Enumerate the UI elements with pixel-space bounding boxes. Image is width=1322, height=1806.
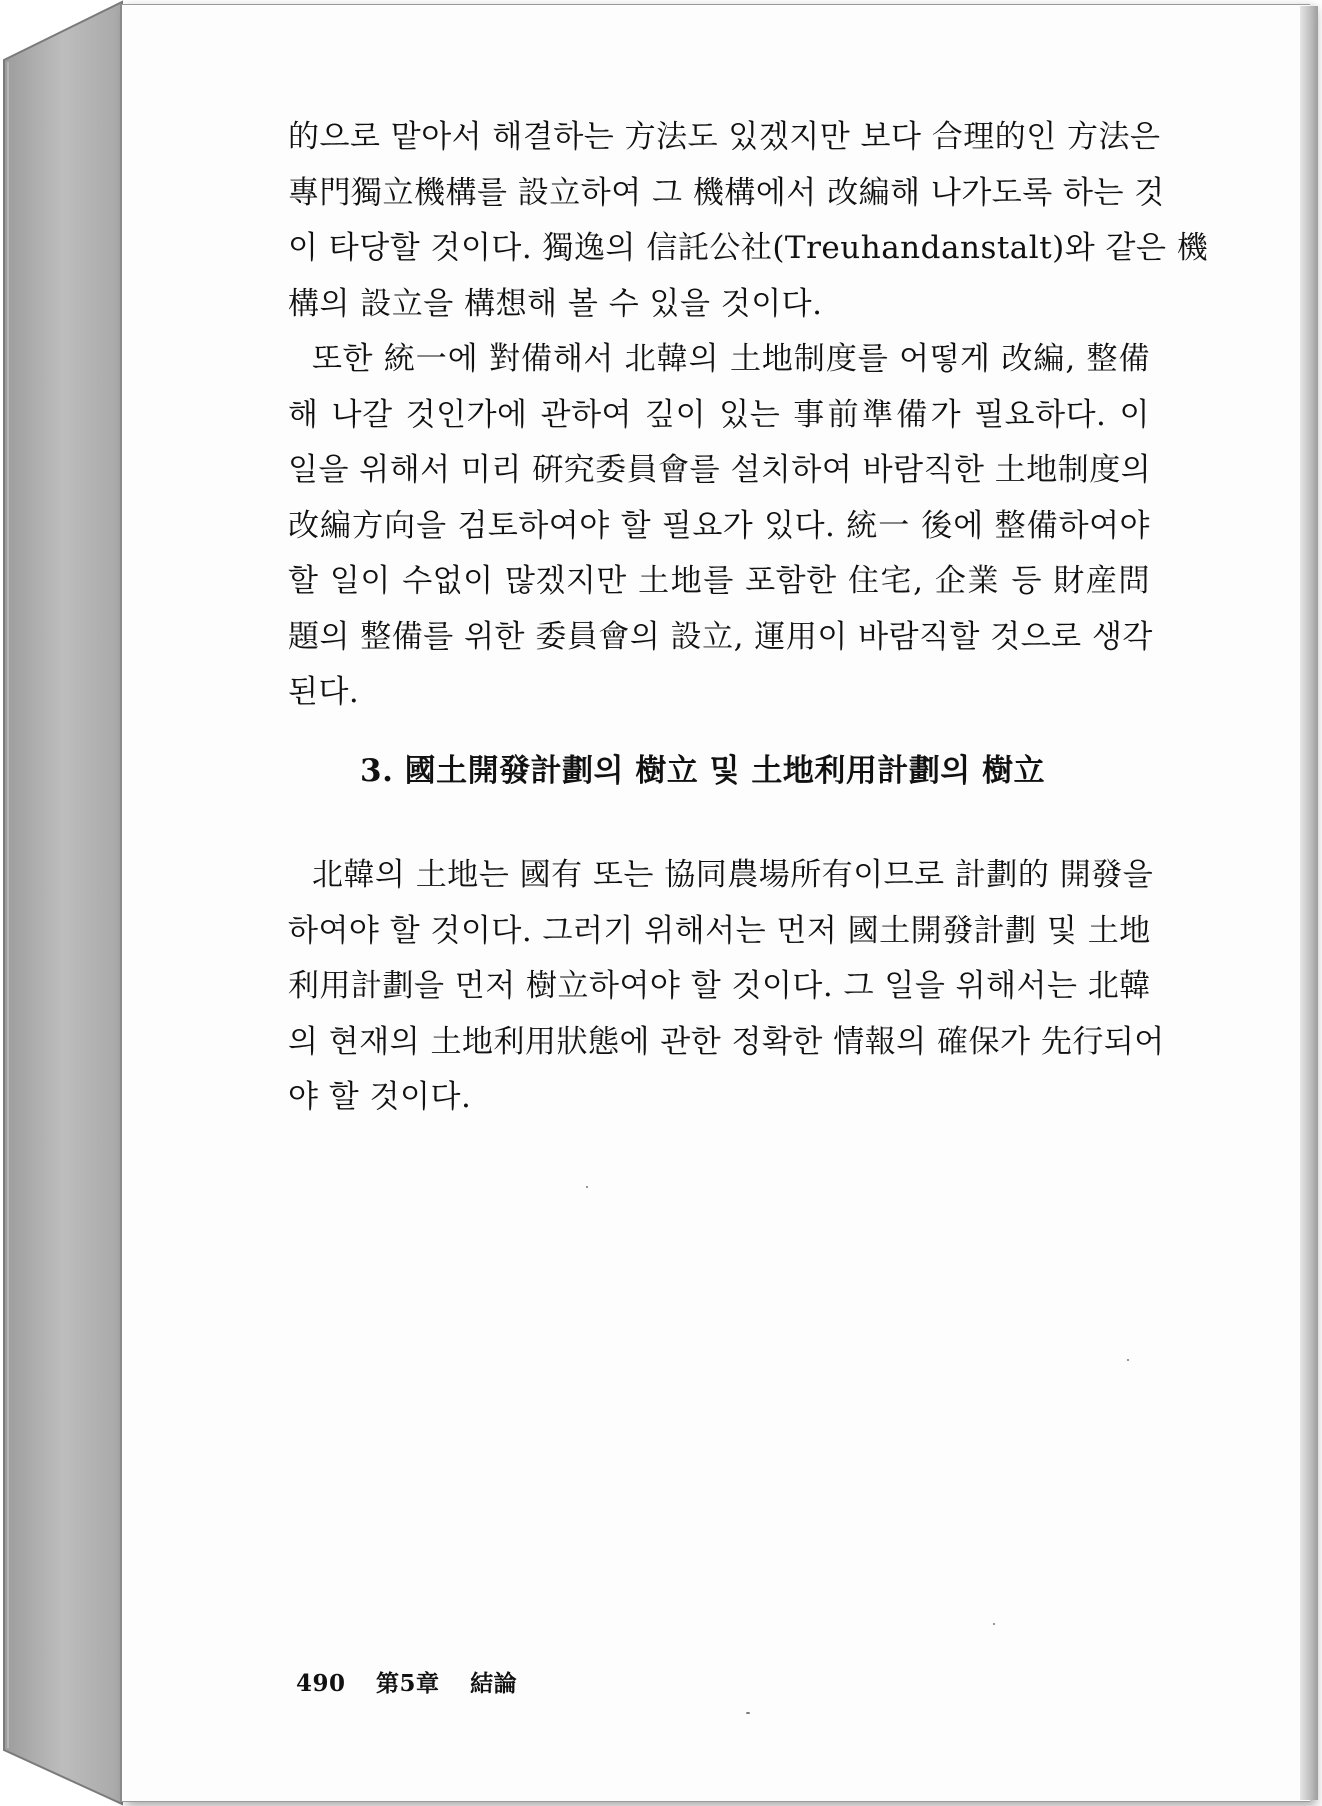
text-line: 또한 統一에 對備해서 北韓의 土地制度를 어떻게 改編, 整備: [312, 341, 1150, 377]
scan-speck: [993, 1623, 995, 1625]
text-line: 하여야 할 것이다. 그러기 위해서는 먼저 國土開發計劃 및 土地: [288, 912, 1151, 949]
chapter-title: 結論: [470, 1670, 518, 1697]
section-heading: 3. 國土開發計劃의 樹立 및 土地利用計劃의 樹立: [360, 753, 1046, 789]
text-line: 일을 위해서 미리 硏究委員會를 설치하여 바람직한 土地制度의: [288, 452, 1152, 488]
text-line: 的으로 맡아서 해결하는 方法도 있겠지만 보다 合理的인 方法은: [288, 119, 1161, 155]
text-line: 北韓의 土地는 國有 또는 協同農場所有이므로 計劃的 開發을: [312, 857, 1154, 893]
page-edge: [1300, 6, 1318, 1800]
text-line: 利用計劃을 먼저 樹立하여야 할 것이다. 그 일을 위해서는 北韓: [288, 968, 1151, 1004]
page-number: 490: [296, 1670, 346, 1697]
scan-speck: [1127, 1359, 1129, 1361]
text-line: 야 할 것이다.: [288, 1079, 472, 1115]
book-spine: [0, 0, 130, 1806]
paragraph-3: [288, 848, 1165, 1126]
chapter-number: 第5章: [376, 1670, 440, 1697]
text-line: 題의 整備를 위한 委員會의 設立, 運用이 바람직할 것으로 생각: [288, 618, 1153, 655]
paragraph-1: [288, 110, 1209, 721]
text-line: 改編方向을 검토하여야 할 필요가 있다. 統一 後에 整備하여야: [288, 507, 1150, 544]
text-line: 構의 設立을 構想해 볼 수 있을 것이다.: [288, 285, 823, 322]
text-line: 할 일이 수없이 많겠지만 土地를 포함한 住宅, 企業 등 財産問: [288, 563, 1150, 599]
scan-speck: [586, 1186, 588, 1188]
text-line: 된다.: [288, 674, 360, 710]
text-line: 專門獨立機構를 設立하여 그 機構에서 改編해 나가도록 하는 것: [288, 174, 1165, 211]
page-footer: [296, 1665, 539, 1698]
text-line: 이 타당할 것이다. 獨逸의 信託公社(Treuhandanstalt)와 같은 機: [288, 230, 1209, 266]
text-line: 의 현재의 土地利用狀態에 관한 정확한 情報의 確保가 先行되어: [288, 1023, 1165, 1060]
text-line: 해 나갈 것인가에 관하여 깊이 있는 事前準備가 필요하다. 이: [288, 396, 1150, 433]
scan-speck: [746, 1712, 750, 1714]
